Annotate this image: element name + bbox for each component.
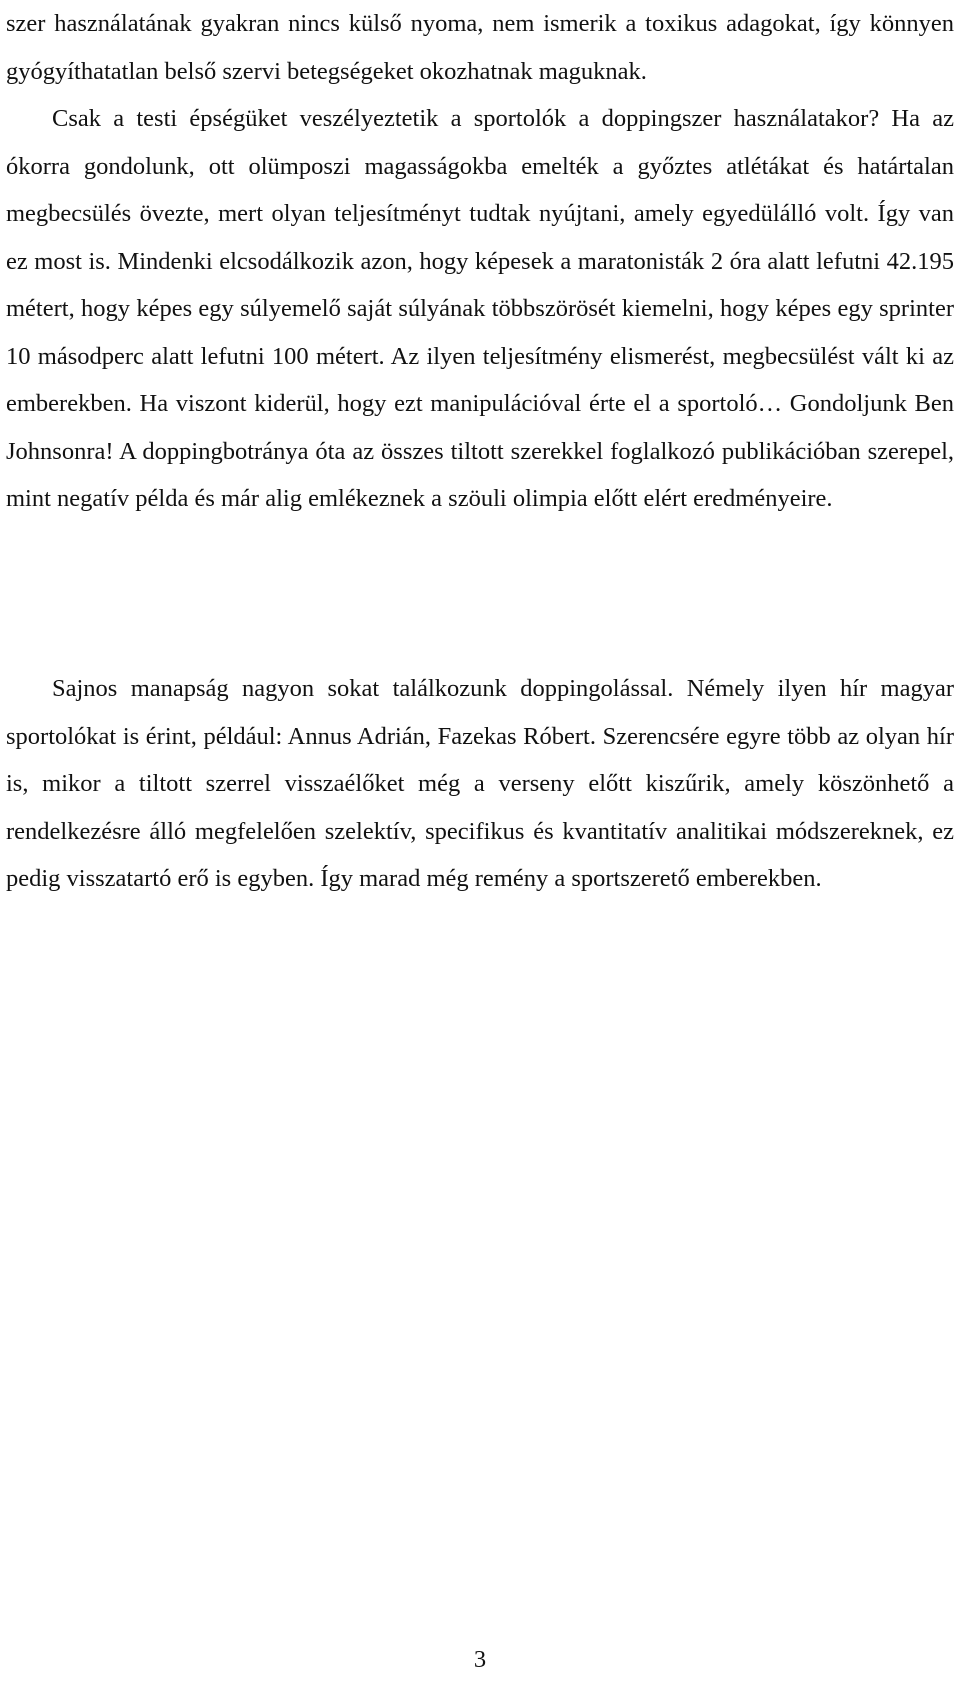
paragraph-doping-performance: Csak a testi épségüket veszélyeztetik a sportolók a doppingszer használatakor? Ha az ókorra gondolunk, ott olümposzi magasságokba emelték a győztes atlétákat és határtalan megbecsülés övezte, mert olyan teljesítményt tudtak nyújtani, amely egyedülálló volt. Így van ez most is. Mindenki elcsodálkozik azon, hogy képesek a maratonisták 2 óra alatt lefutni 42.195 métert, hogy képes egy súlyemelő saját súlyának többszörösét kiemelni, hogy képes egy sprinter 10 másodperc alatt lefutni 100 métert. Az ilyen teljesítmény elismerést, megbecsülést vált ki az emberekben. Ha viszont kiderül, hogy ezt manipulációval érte el a sportoló… Gondoljunk Ben Johnsonra! A doppingbotránya óta az összes tiltott szerekkel foglalkozó publikációban szerepel, mint negatív példa és már alig emlékeznek a szöuli olimpia előtt elért eredményeire. (6, 105, 954, 512)
paragraph-continuation: szer használatának gyakran nincs külső nyoma, nem ismerik a toxikus adagokat, így könnyen gyógyíthatatlan belső szervi betegségeket okozhatnak maguknak. (6, 10, 954, 85)
document-page (6, 0, 954, 1686)
page-number: 3 (473, 1646, 487, 1673)
paragraph-doping-news: Sajnos manapság nagyon sokat találkozunk doppingolással. Némely ilyen hír magyar sportolókat is érint, például: Annus Adrián, Fazekas Róbert. Szerencsére egyre több az olyan hír is, mikor a tiltott szerrel visszaélőket még a verseny előtt kiszűrik, amely köszönhető a rendelkezésre álló megfelelően szelektív, specifikus és kvantitatív analitikai módszereknek, ez pedig visszatartó erő is egyben. Így marad még remény a sportszerető emberekben. (6, 675, 954, 892)
